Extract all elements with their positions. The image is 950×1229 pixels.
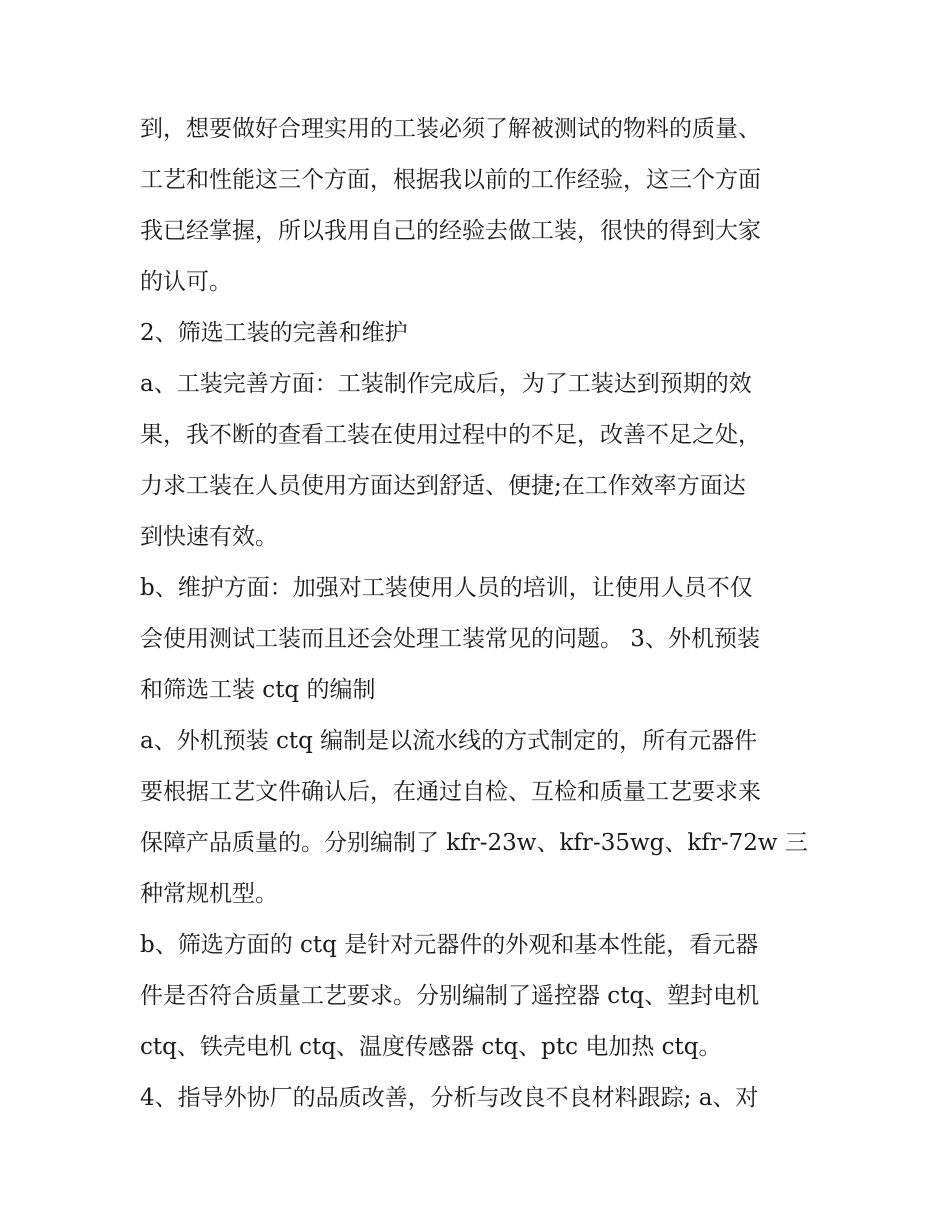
text-line: 到，想要做好合理实用的工装必须了解被测试的物料的质量、 [140, 116, 761, 142]
text-line: ctq、铁壳电机 ctq、温度传感器 ctq、ptc 电加热 ctq。 [140, 1034, 722, 1060]
text-line: 4、指导外协厂的品质改善，分析与改良不良材料跟踪; a、对 [140, 1085, 759, 1111]
text-line: a、工装完善方面：工装制作完成后，为了工装达到预期的效 [140, 371, 752, 397]
text-line: a、外机预装 ctq 编制是以流水线的方式制定的，所有元器件 [140, 728, 758, 754]
text-line: b、维护方面：加强对工装使用人员的培训，让使用人员不仅 [140, 575, 753, 601]
text-line: 会使用测试工装而且还会处理工装常见的问题。 3、外机预装 [140, 626, 760, 652]
text-line: 保障产品质量的。分别编制了 kfr-23w、kfr-35wg、kfr-72w 三 [140, 830, 808, 856]
text-line: 的认可。 [140, 269, 232, 295]
text-line: 我已经掌握，所以我用自己的经验去做工装，很快的得到大家 [140, 218, 761, 244]
text-line: b、筛选方面的 ctq 是针对元器件的外观和基本性能，看元器 [140, 932, 759, 958]
text-line: 工艺和性能这三个方面，根据我以前的工作经验，这三个方面 [140, 167, 761, 193]
text-line: 件是否符合质量工艺要求。分别编制了遥控器 ctq、塑封电机 [140, 983, 760, 1009]
document-body [140, 104, 820, 1124]
section-heading: 2、筛选工装的完善和维护 [140, 320, 408, 346]
text-line: 种常规机型。 [140, 881, 278, 907]
text-line: 和筛选工装 ctq 的编制 [140, 677, 376, 703]
text-line: 到快速有效。 [140, 524, 278, 550]
text-line: 要根据工艺文件确认后，在通过自检、互检和质量工艺要求来 [140, 779, 761, 805]
text-line: 果，我不断的查看工装在使用过程中的不足，改善不足之处， [140, 422, 761, 448]
text-line: 力求工装在人员使用方面达到舒适、便捷;在工作效率方面达 [140, 473, 746, 499]
